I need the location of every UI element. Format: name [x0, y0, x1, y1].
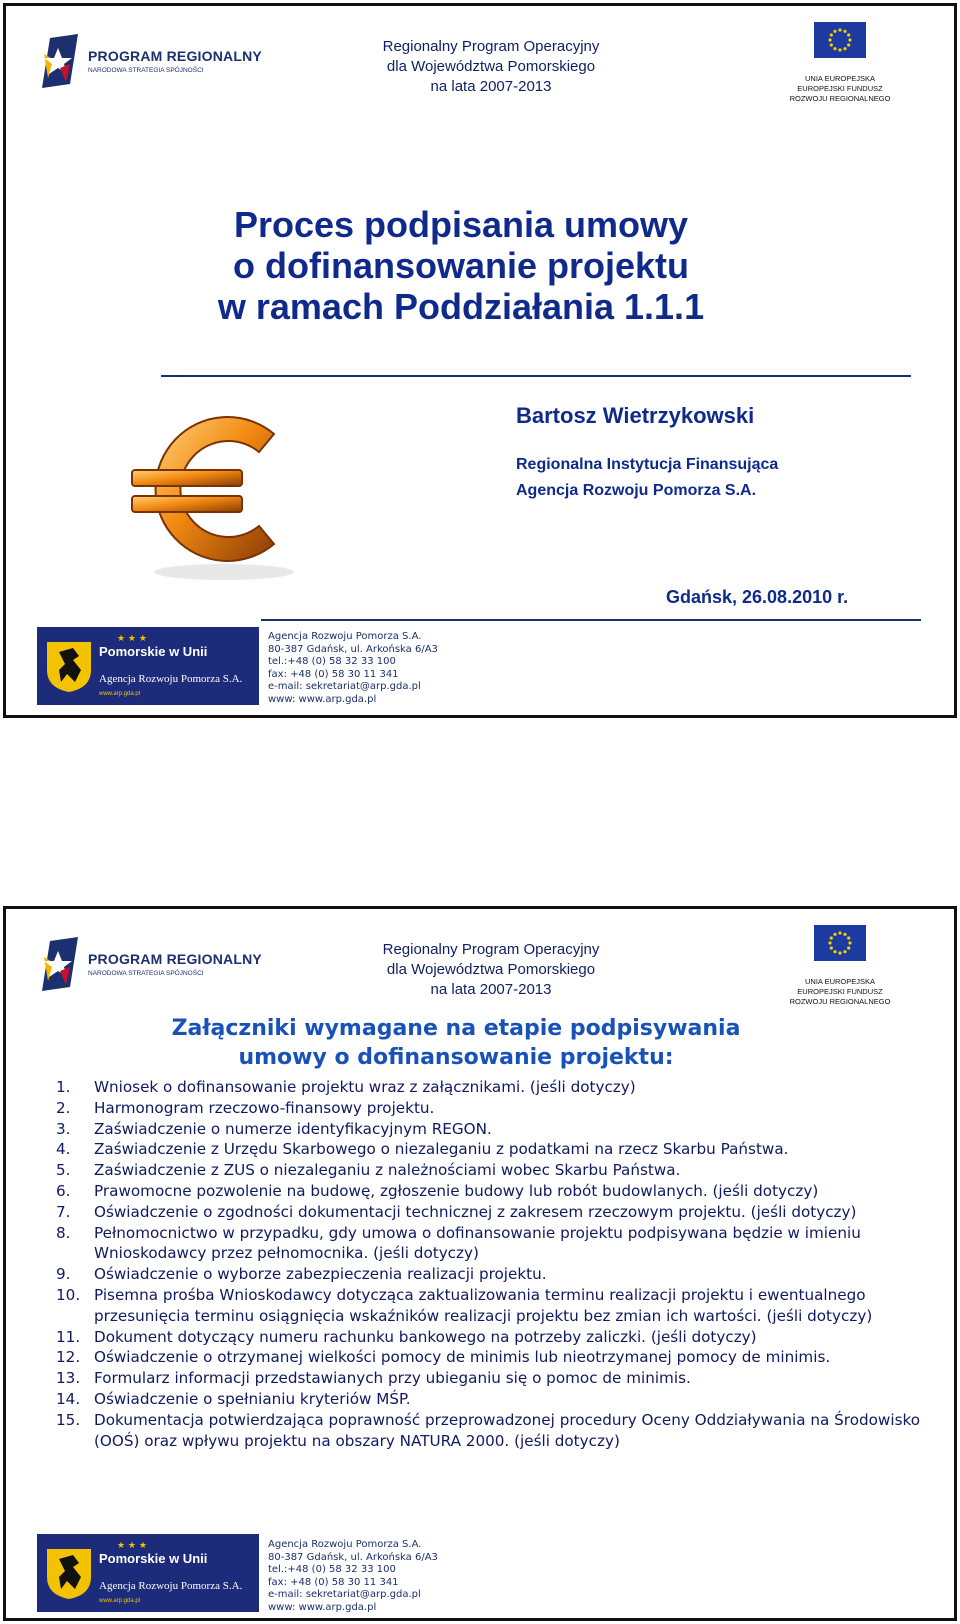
contact-email[interactable]: e-mail: sekretariat@arp.gda.pl: [268, 1589, 421, 1600]
list-item-text: Pisemna prośba Wnioskodawcy dotycząca zaktualizowania terminu realizacji projektu i ewentualnego przesunięcia terminu osiągnięcia wskaźników realizacji projektu bez zmian ich wartości. (jeśli dotyczy): [94, 1285, 873, 1325]
rpo-line-3: na lata 2007-2013: [430, 78, 552, 95]
list-item: [56, 1181, 936, 1202]
program-regionalny-logo: [40, 34, 262, 92]
contact-line-1: Agencja Rozwoju Pomorza S.A.: [268, 631, 422, 642]
contact-line-2: 80-387 Gdańsk, ul. Arkońska 6/A3: [268, 1551, 438, 1563]
eu-flag-icon: [814, 22, 866, 58]
eu-line-1: UNIA EUROPEJSKA: [804, 977, 876, 986]
list-item-text: Zaświadczenie z ZUS o niezaleganiu z należnościami wobec Skarbu Państwa.: [94, 1161, 681, 1180]
list-item-number: 12.: [56, 1348, 81, 1367]
rpo-line-2: dla Województwa Pomorskiego: [386, 58, 596, 75]
list-item-text: Pełnomocnictwo w przypadku, gdy umowa o dofinansowanie projektu podpisywana będzie w imieniu Wnioskodawcy przez pełnomocnika. (jeśli dotyczy): [94, 1223, 861, 1263]
list-item: [56, 1285, 936, 1327]
rpo-line-1: Regionalny Program Operacyjny: [382, 941, 600, 958]
date-divider: [261, 619, 921, 621]
title-line-1: Proces podpisania umowy: [233, 204, 689, 245]
list-item-text: Prawomocne pozwolenie na budowę, zgłoszenie budowy lub robót budowlanych. (jeśli dotyczy): [94, 1181, 819, 1200]
list-item-text: Oświadczenie o zgodności dokumentacji technicznej z zakresem rzeczowym projektu. (jeśli dotyczy): [94, 1202, 857, 1221]
banner-website: www.arp.gda.pl: [99, 1598, 141, 1604]
list-item: [56, 1119, 936, 1140]
list-item: [56, 1098, 936, 1119]
list-item-text: Wniosek o dofinansowanie projektu wraz z załącznikami. (jeśli dotyczy): [94, 1078, 636, 1096]
list-item-number: 6.: [56, 1181, 71, 1200]
attachments-list: [56, 1077, 936, 1451]
rpo-header: [296, 37, 686, 97]
list-item-number: 14.: [56, 1389, 81, 1408]
pomorskie-banner: [37, 1534, 259, 1612]
contact-line-3: tel.:+48 (0) 58 32 33 100: [268, 1564, 396, 1575]
contact-website[interactable]: www: www.arp.gda.pl: [268, 693, 377, 705]
program-subtitle: NARODOWA STRATEGIA SPÓJNOŚCI: [88, 67, 204, 74]
list-item-number: 15.: [56, 1410, 81, 1429]
list-item-text: Formularz informacji przedstawianych przy ubieganiu się o pomoc de minimis.: [94, 1369, 691, 1388]
list-item-number: 1.: [56, 1078, 71, 1096]
eu-line-3: ROZWOJU REGIONALNEGO: [789, 94, 891, 103]
presentation-title: [66, 204, 856, 327]
nss-star-icon: [40, 937, 84, 991]
stars-icon: ★ ★ ★: [117, 634, 147, 644]
list-item-text: Zaświadczenie z Urzędu Skarbowego o niezaleganiu z podatkami na rzecz Skarbu Państwa.: [94, 1140, 789, 1159]
list-item-text: Dokument dotyczący numeru rachunku bankowego na potrzeby zaliczki. (jeśli dotyczy): [94, 1327, 757, 1346]
list-item-text: Oświadczenie o wyborze zabezpieczenia realizacji projektu.: [94, 1265, 547, 1284]
author-organization: [516, 452, 778, 504]
title-divider: [161, 375, 911, 377]
contact-line-2: 80-387 Gdańsk, ul. Arkońska 6/A3: [268, 643, 438, 655]
contact-info: [268, 1539, 438, 1614]
eu-line-3: ROZWOJU REGIONALNEGO: [789, 997, 891, 1006]
author-name: Bartosz Wietrzykowski: [516, 403, 755, 428]
eu-flag-icon: [814, 925, 866, 961]
list-item-text: Harmonogram rzeczowo-finansowy projektu.: [94, 1098, 435, 1117]
list-item: [56, 1202, 936, 1223]
eu-logo: [780, 22, 900, 102]
presentation-date: Gdańsk, 26.08.2010 r.: [666, 587, 849, 607]
attachments-title-line-2: umowy o dofinansowanie projektu:: [238, 1045, 674, 1070]
contact-info: [268, 631, 438, 706]
list-item: [56, 1077, 936, 1098]
eu-line-1: UNIA EUROPEJSKA: [804, 74, 876, 83]
contact-line-4: fax: +48 (0) 58 30 11 341: [268, 668, 399, 680]
griffin-crest-icon: [45, 640, 93, 692]
list-item-number: 9.: [56, 1265, 71, 1284]
list-item: [56, 1368, 936, 1389]
list-item: [56, 1160, 936, 1181]
list-item: [56, 1347, 936, 1368]
list-item: [56, 1264, 936, 1285]
attachments-title-line-1: Załączniki wymagane na etapie podpisywania: [171, 1016, 741, 1041]
org-line-2: Agencja Rozwoju Pomorza S.A.: [516, 482, 757, 499]
org-line-1: Regionalna Instytucja Finansująca: [516, 456, 779, 473]
eu-line-2: EUROPEJSKI FUNDUSZ: [797, 84, 883, 93]
contact-website[interactable]: www: www.arp.gda.pl: [268, 1601, 377, 1613]
pomorskie-banner: [37, 627, 259, 705]
banner-title: Pomorskie w Unii: [99, 1551, 208, 1566]
nss-star-icon: [40, 34, 84, 88]
stars-icon: ★ ★ ★: [117, 1541, 147, 1551]
contact-line-3: tel.:+48 (0) 58 32 33 100: [268, 656, 396, 667]
rpo-line-2: dla Województwa Pomorskiego: [386, 961, 596, 978]
title-line-3: w ramach Poddziałania 1.1.1: [217, 286, 705, 327]
list-item-text: Dokumentacja potwierdzająca poprawność przeprowadzonej procedury Oceny Oddziaływania na Środowisko (OOŚ) oraz wpływu projektu na obszary NATURA 2000. (jeśli dotyczy): [94, 1410, 921, 1450]
banner-title: Pomorskie w Unii: [99, 644, 208, 659]
list-item: [56, 1139, 936, 1160]
griffin-crest-icon: [45, 1547, 93, 1599]
program-name: PROGRAM REGIONALNY: [88, 48, 262, 64]
list-item: [56, 1389, 936, 1410]
list-item-number: 5.: [56, 1161, 71, 1180]
contact-line-1: Agencja Rozwoju Pomorza S.A.: [268, 1539, 422, 1550]
program-name: PROGRAM REGIONALNY: [88, 951, 262, 967]
list-item-text: Oświadczenie o spełnianiu kryteriów MŚP.: [94, 1389, 411, 1408]
rpo-line-3: na lata 2007-2013: [430, 981, 552, 998]
program-subtitle: NARODOWA STRATEGIA SPÓJNOŚCI: [88, 970, 204, 977]
contact-email[interactable]: e-mail: sekretariat@arp.gda.pl: [268, 681, 421, 692]
banner-organization: Agencja Rozwoju Pomorza S.A.: [99, 1580, 243, 1592]
rpo-line-1: Regionalny Program Operacyjny: [382, 38, 600, 55]
list-item: [56, 1327, 936, 1348]
title-line-2: o dofinansowanie projektu: [232, 245, 690, 286]
list-item-text: Oświadczenie o otrzymanej wielkości pomocy de minimis lub nieotrzymanej pomocy de minimis.: [94, 1348, 831, 1367]
rpo-header: [296, 940, 686, 1000]
list-item-number: 11.: [56, 1327, 81, 1346]
contact-line-4: fax: +48 (0) 58 30 11 341: [268, 1576, 399, 1588]
slide-attachments: [3, 906, 957, 1621]
slide-title: [3, 3, 957, 718]
euro-symbol-icon: [124, 404, 314, 584]
list-item-text: Zaświadczenie o numerze identyfikacyjnym REGON.: [94, 1119, 492, 1138]
list-item-number: 3.: [56, 1119, 71, 1138]
list-item-number: 10.: [56, 1285, 81, 1304]
program-regionalny-logo: [40, 937, 262, 995]
list-item-number: 4.: [56, 1140, 71, 1159]
banner-website: www.arp.gda.pl: [99, 691, 141, 697]
eu-line-2: EUROPEJSKI FUNDUSZ: [797, 987, 883, 996]
eu-logo: [780, 925, 900, 1005]
attachments-title: [106, 1014, 806, 1072]
list-item-number: 2.: [56, 1098, 71, 1117]
list-item-number: 13.: [56, 1369, 81, 1388]
list-item-number: 8.: [56, 1223, 71, 1242]
banner-organization: Agencja Rozwoju Pomorza S.A.: [99, 673, 243, 685]
list-item: [56, 1410, 936, 1452]
list-item: [56, 1223, 936, 1265]
list-item-number: 7.: [56, 1202, 71, 1221]
